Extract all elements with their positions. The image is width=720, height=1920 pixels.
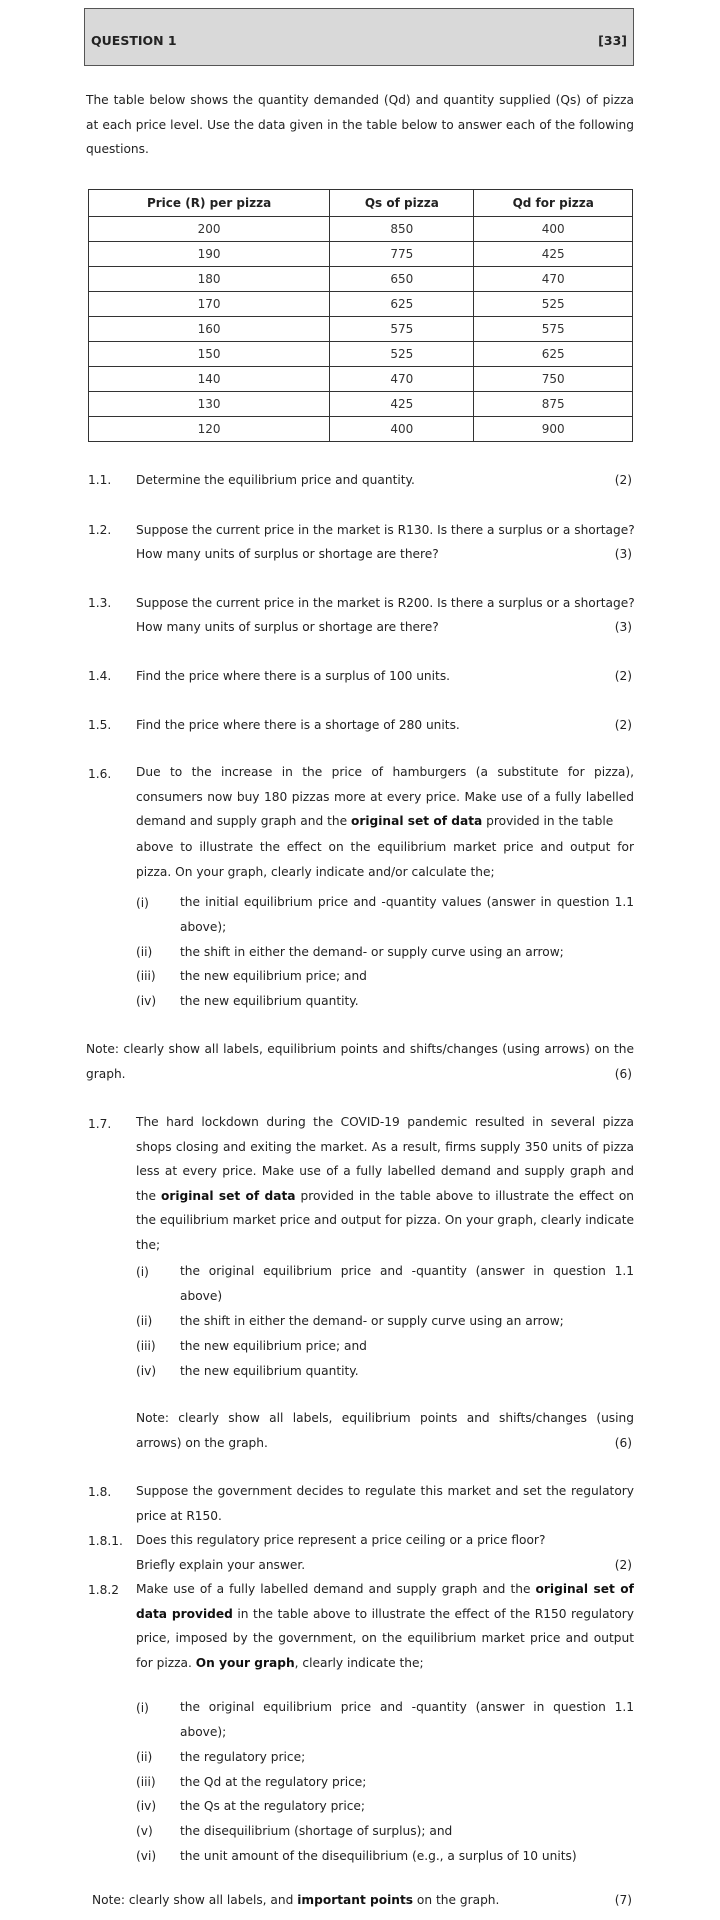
item-text: the new equilibrium quantity. [180, 1364, 359, 1378]
item-number: (i) [136, 896, 149, 910]
qd-cell: 625 [474, 342, 633, 367]
item-text: the shift in either the demand- or supply curve using an arrow; [180, 1314, 564, 1328]
subquestion-text: Does this regulatory price represent a price ceiling or a price floor? Briefly explain your answer. [136, 1533, 546, 1572]
qd-cell: 425 [474, 242, 633, 267]
subquestion-number: 1.8.1. [88, 1534, 123, 1548]
qs-cell: 575 [330, 317, 474, 342]
price-cell: 180 [89, 267, 330, 292]
price-cell: 200 [89, 217, 330, 242]
question-marks: (2) [614, 669, 632, 683]
price-cell: 190 [89, 242, 330, 267]
question-text: Suppose the government decides to regulate this market and set the regulatory price at R150. [136, 1484, 634, 1523]
item-text: the disequilibrium (shortage of surplus); and [180, 1824, 453, 1838]
question-text: Find the price where there is a surplus of 100 units. [136, 669, 451, 683]
item-text: the initial equilibrium price and -quantity values (answer in question 1.1 above); [180, 895, 634, 934]
qd-cell: 575 [474, 317, 633, 342]
question-marks: (2) [614, 718, 632, 732]
qs-cell: 525 [330, 342, 474, 367]
item-number: (iii) [136, 1775, 156, 1789]
question-text: Suppose the current price in the market is R200. Is there a surplus or a shortage? [136, 596, 635, 610]
item-number: (iii) [136, 969, 156, 983]
table-row [89, 242, 633, 267]
item-text: the unit amount of the disequilibrium (e.g., a surplus of 10 units) [180, 1849, 577, 1863]
question-marks: (7) [614, 1893, 632, 1907]
question-text: How many units of surplus or shortage are there? [136, 547, 439, 561]
item-number: (vi) [136, 1849, 157, 1863]
table-row [89, 392, 633, 417]
table-row [89, 217, 633, 242]
question-text: Determine the equilibrium price and quantity. [136, 473, 415, 487]
note-text: Note: clearly show all labels, equilibrium points and shifts/changes (using arrows) on the graph. [136, 1411, 634, 1450]
price-quantity-table [88, 189, 633, 442]
item-number: (i) [136, 1265, 149, 1279]
question-number: 1.8. [88, 1485, 112, 1499]
question-marks: (3) [614, 620, 632, 634]
item-text: the Qd at the regulatory price; [180, 1775, 367, 1789]
table-header-row [89, 190, 633, 217]
item-number: (ii) [136, 1314, 153, 1328]
qs-cell: 775 [330, 242, 474, 267]
subquestion-number: 1.8.2 [88, 1583, 120, 1597]
table-row [89, 417, 633, 442]
question-text: The hard lockdown during the COVID-19 pandemic resulted in several pizza shops closing and exiting the market. As a result, firms supply 350 units of pizza less at every price. Make use of a fully labelled demand and supply graph and the original set of data provided in the table above to illustrate the effect on the equilibrium market price and output for pizza. On your graph, clearly indicate the; [136, 1115, 634, 1252]
column-header: Price (R) per pizza [89, 190, 330, 217]
table-row [89, 292, 633, 317]
table-row [89, 367, 633, 392]
item-number: (v) [136, 1824, 153, 1838]
price-cell: 160 [89, 317, 330, 342]
note-text: Note: clearly show all labels, equilibrium points and shifts/changes (using arrows) on the graph. [86, 1042, 634, 1081]
table-row [89, 342, 633, 367]
question-text: Due to the increase in the price of hamburgers (a substitute for pizza), consumers now buy 180 pizzas more at every price. Make use of a fully labelled demand and supply graph and the original set of data provided in the table [136, 765, 634, 829]
qs-cell: 400 [330, 417, 474, 442]
question-number: 1.7. [88, 1117, 112, 1131]
item-number: (iv) [136, 1364, 157, 1378]
item-number: (iii) [136, 1339, 156, 1353]
qd-cell: 525 [474, 292, 633, 317]
price-cell: 140 [89, 367, 330, 392]
qs-cell: 470 [330, 367, 474, 392]
qd-cell: 400 [474, 217, 633, 242]
question-text: How many units of surplus or shortage are there? [136, 620, 439, 634]
question-text: Find the price where there is a shortage of 280 units. [136, 718, 460, 732]
question-header [84, 8, 634, 66]
price-cell: 120 [89, 417, 330, 442]
item-text: the original equilibrium price and -quantity (answer in question 1.1 above) [180, 1264, 634, 1303]
item-number: (iv) [136, 1799, 157, 1813]
item-text: the new equilibrium price; and [180, 969, 367, 983]
item-text: the Qs at the regulatory price; [180, 1799, 366, 1813]
question-title: QUESTION 1 [91, 33, 177, 48]
qd-cell: 470 [474, 267, 633, 292]
question-text: Suppose the current price in the market is R130. Is there a surplus or a shortage? [136, 523, 635, 537]
item-text: the new equilibrium price; and [180, 1339, 367, 1353]
intro-paragraph: The table below shows the quantity demanded (Qd) and quantity supplied (Qs) of pizza at each price level. Use the data given in the table below to answer each of the following questions. [86, 93, 634, 157]
column-header: Qs of pizza [330, 190, 474, 217]
qd-cell: 875 [474, 392, 633, 417]
question-total-marks: [33] [598, 33, 627, 48]
subquestion-text: Make use of a fully labelled demand and supply graph and the original set of data provided in the table above to illustrate the effect of the R150 regulatory price, imposed by the government, on the equilibrium market price and output for pizza. On your graph, clearly indicate the; [136, 1582, 634, 1670]
question-marks: (6) [614, 1067, 632, 1081]
item-text: the shift in either the demand- or supply curve using an arrow; [180, 945, 564, 959]
question-marks: (3) [614, 547, 632, 561]
table-row [89, 267, 633, 292]
item-number: (ii) [136, 1750, 153, 1764]
price-cell: 170 [89, 292, 330, 317]
question-marks: (2) [614, 473, 632, 487]
qd-cell: 750 [474, 367, 633, 392]
question-number: 1.3. [88, 596, 112, 610]
item-text: the regulatory price; [180, 1750, 306, 1764]
item-text: the new equilibrium quantity. [180, 994, 359, 1008]
qd-cell: 900 [474, 417, 633, 442]
question-number: 1.2. [88, 523, 112, 537]
item-number: (iv) [136, 994, 157, 1008]
question-number: 1.6. [88, 767, 112, 781]
item-number: (i) [136, 1701, 149, 1715]
question-number: 1.4. [88, 669, 112, 683]
price-cell: 130 [89, 392, 330, 417]
question-number: 1.5. [88, 718, 112, 732]
column-header: Qd for pizza [474, 190, 633, 217]
question-marks: (6) [614, 1436, 632, 1450]
question-text: above to illustrate the effect on the equilibrium market price and output for pizza. On your graph, clearly indicate and/or calculate the; [136, 840, 634, 879]
qs-cell: 850 [330, 217, 474, 242]
qs-cell: 625 [330, 292, 474, 317]
item-text: the original equilibrium price and -quantity (answer in question 1.1 above); [180, 1700, 634, 1739]
price-cell: 150 [89, 342, 330, 367]
note-text: Note: clearly show all labels, and important points on the graph. [92, 1893, 500, 1907]
item-number: (ii) [136, 945, 153, 959]
question-number: 1.1. [88, 473, 112, 487]
table-row [89, 317, 633, 342]
question-marks: (2) [614, 1558, 632, 1572]
qs-cell: 425 [330, 392, 474, 417]
qs-cell: 650 [330, 267, 474, 292]
